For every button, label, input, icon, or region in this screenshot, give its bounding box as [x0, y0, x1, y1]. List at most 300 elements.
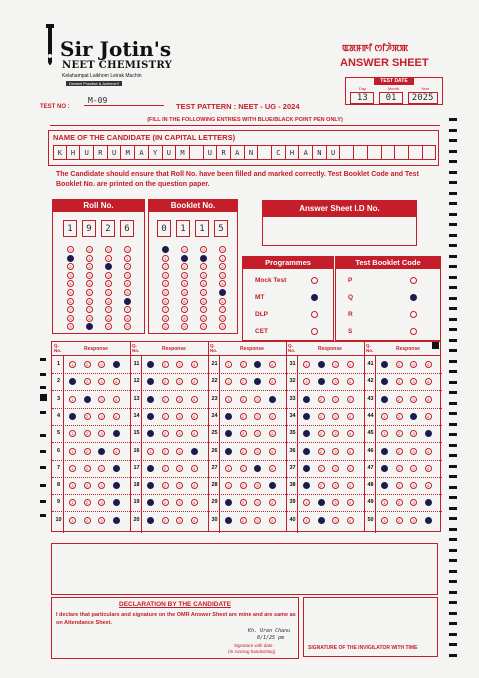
digit-bubble[interactable]: 2: [181, 263, 188, 270]
answer-bubble[interactable]: 2: [396, 448, 403, 455]
answer-bubble[interactable]: [225, 448, 232, 455]
answer-bubble[interactable]: 4: [347, 465, 354, 472]
digit-bubble[interactable]: [67, 255, 74, 262]
answer-bubble[interactable]: 3: [98, 499, 105, 506]
answer-bubble[interactable]: 2: [240, 430, 247, 437]
answer-bubble[interactable]: 2: [240, 482, 247, 489]
answer-bubble[interactable]: [113, 361, 120, 368]
answer-bubble[interactable]: 1: [225, 378, 232, 385]
digit-bubble[interactable]: 0: [219, 246, 226, 253]
digit-bubble[interactable]: 4: [162, 280, 169, 287]
answer-bubble[interactable]: 3: [98, 430, 105, 437]
answer-bubble[interactable]: 4: [191, 413, 198, 420]
answer-bubble[interactable]: [147, 430, 154, 437]
answer-bubble[interactable]: 4: [113, 413, 120, 420]
digit-bubble[interactable]: 6: [181, 298, 188, 305]
digit-bubble[interactable]: 6: [105, 298, 112, 305]
digit-bubble[interactable]: 4: [86, 280, 93, 287]
answer-bubble[interactable]: 2: [396, 413, 403, 420]
name-letter-box[interactable]: U: [327, 145, 341, 160]
answer-bubble[interactable]: 4: [191, 430, 198, 437]
answer-bubble[interactable]: [113, 517, 120, 524]
answer-bubble[interactable]: 1: [381, 499, 388, 506]
answer-bubble[interactable]: 3: [410, 430, 417, 437]
answer-bubble[interactable]: [410, 413, 417, 420]
answer-bubble[interactable]: 3: [410, 396, 417, 403]
answer-bubble[interactable]: [225, 430, 232, 437]
answer-bubble[interactable]: [269, 396, 276, 403]
date-year[interactable]: 2025: [408, 92, 438, 104]
digit-bubble[interactable]: 5: [200, 289, 207, 296]
answer-bubble[interactable]: 2: [396, 361, 403, 368]
digit-bubble[interactable]: 2: [200, 263, 207, 270]
answer-bubble[interactable]: 4: [347, 499, 354, 506]
digit-bubble[interactable]: 0: [105, 246, 112, 253]
digit-bubble[interactable]: 5: [105, 289, 112, 296]
booklet_code-option-bubble[interactable]: [410, 311, 417, 318]
answer-bubble[interactable]: 1: [225, 396, 232, 403]
answer-bubble[interactable]: 3: [98, 413, 105, 420]
digit-bubble[interactable]: 4: [105, 280, 112, 287]
answer-bubble[interactable]: 2: [84, 499, 91, 506]
digit-bubble[interactable]: 2: [124, 263, 131, 270]
answer-bubble[interactable]: 2: [162, 396, 169, 403]
answer-bubble[interactable]: 1: [69, 361, 76, 368]
answer-bubble[interactable]: 2: [318, 413, 325, 420]
digit-bubble[interactable]: 8: [219, 315, 226, 322]
name-letter-box[interactable]: C: [272, 145, 286, 160]
answer-bubble[interactable]: 3: [332, 413, 339, 420]
answer-bubble[interactable]: [147, 465, 154, 472]
answer-bubble[interactable]: 2: [240, 396, 247, 403]
digit-bubble[interactable]: 1: [219, 255, 226, 262]
answer-bubble[interactable]: 2: [162, 361, 169, 368]
answer-bubble[interactable]: 2: [396, 430, 403, 437]
test-no-value[interactable]: M-09: [84, 96, 164, 106]
answer-bubble[interactable]: [318, 499, 325, 506]
answer-bubble[interactable]: 3: [98, 378, 105, 385]
digit-bubble[interactable]: 7: [181, 306, 188, 313]
name-letter-box[interactable]: [423, 145, 437, 160]
answer-bubble[interactable]: 3: [254, 499, 261, 506]
name-letter-box[interactable]: M: [121, 145, 135, 160]
answer-bubble[interactable]: 4: [269, 517, 276, 524]
answer-bubble[interactable]: [303, 448, 310, 455]
answer-bubble[interactable]: 4: [425, 378, 432, 385]
digit-bubble[interactable]: 5: [181, 289, 188, 296]
roll-no-digit[interactable]: 6: [120, 220, 134, 237]
programmes-option-bubble[interactable]: [311, 294, 318, 301]
answer-bubble[interactable]: 4: [347, 517, 354, 524]
answer-bubble[interactable]: [147, 361, 154, 368]
answer-bubble[interactable]: 2: [84, 413, 91, 420]
digit-bubble[interactable]: 0: [67, 246, 74, 253]
answer-bubble[interactable]: [254, 361, 261, 368]
name-letter-box[interactable]: [382, 145, 396, 160]
answer-bubble[interactable]: 1: [225, 361, 232, 368]
answer-bubble[interactable]: 3: [410, 378, 417, 385]
answer-bubble[interactable]: 3: [98, 517, 105, 524]
digit-bubble[interactable]: 8: [200, 315, 207, 322]
name-letter-box[interactable]: N: [313, 145, 327, 160]
answer-bubble[interactable]: [318, 361, 325, 368]
answer-bubble[interactable]: 2: [240, 465, 247, 472]
digit-bubble[interactable]: 9: [200, 323, 207, 330]
booklet-no-digit[interactable]: 5: [214, 220, 228, 237]
answer-bubble[interactable]: 3: [98, 361, 105, 368]
answer-bubble[interactable]: 2: [318, 430, 325, 437]
answer-bubble[interactable]: 3: [176, 448, 183, 455]
answer-bubble[interactable]: 1: [69, 482, 76, 489]
digit-bubble[interactable]: [86, 323, 93, 330]
answer-bubble[interactable]: [318, 378, 325, 385]
answer-bubble[interactable]: 4: [347, 378, 354, 385]
answer-bubble[interactable]: 3: [410, 465, 417, 472]
name-letter-box[interactable]: [190, 145, 204, 160]
answer-bubble[interactable]: [147, 378, 154, 385]
answer-bubble[interactable]: 2: [162, 517, 169, 524]
answer-bubble[interactable]: [113, 482, 120, 489]
answer-bubble[interactable]: [318, 517, 325, 524]
answer-bubble[interactable]: [381, 361, 388, 368]
answer-bubble[interactable]: 4: [191, 465, 198, 472]
answer-bubble[interactable]: 4: [425, 396, 432, 403]
answer-bubble[interactable]: 2: [396, 378, 403, 385]
digit-bubble[interactable]: 8: [67, 315, 74, 322]
answer-bubble[interactable]: 4: [425, 482, 432, 489]
booklet_code-option-bubble[interactable]: [410, 277, 417, 284]
digit-bubble[interactable]: 9: [162, 323, 169, 330]
answer-bubble[interactable]: 4: [347, 448, 354, 455]
digit-bubble[interactable]: 3: [162, 272, 169, 279]
answer-bubble[interactable]: 3: [254, 413, 261, 420]
candidate-signature[interactable]: Kh. Uran Chanu: [248, 628, 291, 634]
digit-bubble[interactable]: 8: [162, 315, 169, 322]
answer-bubble[interactable]: 2: [162, 465, 169, 472]
answer-bubble[interactable]: [303, 430, 310, 437]
programmes-option-bubble[interactable]: [311, 311, 318, 318]
answer-bubble[interactable]: 1: [381, 413, 388, 420]
name-letter-box[interactable]: H: [67, 145, 81, 160]
digit-bubble[interactable]: 2: [67, 263, 74, 270]
answer-bubble[interactable]: [69, 378, 76, 385]
answer-bubble[interactable]: 3: [254, 482, 261, 489]
answer-bubble[interactable]: 3: [332, 517, 339, 524]
digit-bubble[interactable]: 0: [200, 246, 207, 253]
name-letter-box[interactable]: R: [94, 145, 108, 160]
booklet-no-digit[interactable]: 0: [157, 220, 171, 237]
answer-bubble[interactable]: 4: [425, 465, 432, 472]
digit-bubble[interactable]: 6: [67, 298, 74, 305]
answer-bubble[interactable]: 3: [332, 361, 339, 368]
answer-bubble[interactable]: 4: [113, 396, 120, 403]
digit-bubble[interactable]: 0: [124, 246, 131, 253]
digit-bubble[interactable]: [105, 263, 112, 270]
answer-bubble[interactable]: 4: [425, 413, 432, 420]
answer-bubble[interactable]: [303, 482, 310, 489]
answer-bubble[interactable]: 4: [347, 396, 354, 403]
answer-bubble[interactable]: [191, 448, 198, 455]
digit-bubble[interactable]: 5: [124, 289, 131, 296]
answer-bubble[interactable]: [147, 413, 154, 420]
answer-bubble[interactable]: 3: [98, 396, 105, 403]
name-letter-box[interactable]: U: [204, 145, 218, 160]
answer-bubble[interactable]: 2: [240, 448, 247, 455]
answer-bubble[interactable]: 3: [332, 465, 339, 472]
digit-bubble[interactable]: 5: [162, 289, 169, 296]
name-letter-box[interactable]: U: [108, 145, 122, 160]
answer-bubble[interactable]: 3: [332, 396, 339, 403]
answer-bubble[interactable]: 1: [381, 430, 388, 437]
answer-bubble[interactable]: 1: [381, 517, 388, 524]
answer-bubble[interactable]: 1: [225, 465, 232, 472]
answer-bubble[interactable]: 4: [269, 413, 276, 420]
name-letter-box[interactable]: [340, 145, 354, 160]
answer-bubble[interactable]: 1: [69, 517, 76, 524]
answer-bubble[interactable]: 3: [176, 499, 183, 506]
answer-bubble[interactable]: 4: [191, 361, 198, 368]
digit-bubble[interactable]: 3: [219, 272, 226, 279]
roll-no-digit[interactable]: 1: [63, 220, 77, 237]
answer-bubble[interactable]: 3: [176, 361, 183, 368]
answer-bubble[interactable]: 2: [318, 465, 325, 472]
answer-bubble[interactable]: 2: [162, 448, 169, 455]
answer-bubble[interactable]: 1: [69, 448, 76, 455]
answer-bubble[interactable]: 3: [176, 378, 183, 385]
name-letter-box[interactable]: K: [53, 145, 67, 160]
answer-bubble[interactable]: [254, 378, 261, 385]
candidate-name-boxes[interactable]: [53, 145, 437, 161]
digit-bubble[interactable]: 9: [181, 323, 188, 330]
digit-bubble[interactable]: [181, 255, 188, 262]
answer-bubble[interactable]: [69, 413, 76, 420]
answer-bubble[interactable]: 2: [396, 499, 403, 506]
roll-no-digit[interactable]: 2: [101, 220, 115, 237]
answer-bubble[interactable]: 4: [269, 465, 276, 472]
answer-bubble[interactable]: 4: [191, 396, 198, 403]
digit-bubble[interactable]: 4: [124, 280, 131, 287]
answer-bubble[interactable]: [425, 430, 432, 437]
answer-bubble[interactable]: [225, 499, 232, 506]
digit-bubble[interactable]: 0: [181, 246, 188, 253]
answer-bubble[interactable]: 4: [347, 413, 354, 420]
answer-bubble[interactable]: 2: [162, 430, 169, 437]
answer-bubble[interactable]: 3: [254, 517, 261, 524]
digit-bubble[interactable]: 6: [162, 298, 169, 305]
digit-bubble[interactable]: 8: [86, 315, 93, 322]
answer-bubble[interactable]: [147, 499, 154, 506]
digit-bubble[interactable]: 4: [200, 280, 207, 287]
digit-bubble[interactable]: 4: [219, 280, 226, 287]
digit-bubble[interactable]: 3: [124, 272, 131, 279]
roll-no-digit[interactable]: 9: [82, 220, 96, 237]
digit-bubble[interactable]: 7: [105, 306, 112, 313]
answer-bubble[interactable]: 2: [240, 517, 247, 524]
answer-bubble[interactable]: 1: [69, 396, 76, 403]
answer-bubble[interactable]: [254, 465, 261, 472]
answer-bubble[interactable]: 2: [84, 361, 91, 368]
answer-bubble[interactable]: [381, 378, 388, 385]
answer-bubble[interactable]: [269, 482, 276, 489]
answer-bubble[interactable]: [147, 396, 154, 403]
digit-bubble[interactable]: 8: [105, 315, 112, 322]
answer-bubble[interactable]: 4: [113, 378, 120, 385]
digit-bubble[interactable]: 7: [219, 306, 226, 313]
answer-bubble[interactable]: 2: [162, 378, 169, 385]
answer-bubble[interactable]: 1: [303, 378, 310, 385]
name-letter-box[interactable]: A: [135, 145, 149, 160]
digit-bubble[interactable]: [162, 246, 169, 253]
answer-bubble[interactable]: 4: [269, 448, 276, 455]
answer-bubble[interactable]: 4: [347, 430, 354, 437]
answer-bubble[interactable]: 2: [240, 361, 247, 368]
digit-bubble[interactable]: 4: [181, 280, 188, 287]
answer-bubble[interactable]: [381, 465, 388, 472]
answer-bubble[interactable]: 3: [254, 448, 261, 455]
programmes-option-bubble[interactable]: [311, 277, 318, 284]
digit-bubble[interactable]: [219, 289, 226, 296]
digit-bubble[interactable]: 7: [124, 306, 131, 313]
answer-bubble[interactable]: 4: [269, 499, 276, 506]
answer-bubble[interactable]: [98, 448, 105, 455]
answer-bubble[interactable]: 3: [410, 499, 417, 506]
answer-bubble[interactable]: [147, 517, 154, 524]
digit-bubble[interactable]: 9: [105, 323, 112, 330]
digit-bubble[interactable]: 3: [105, 272, 112, 279]
name-letter-box[interactable]: [368, 145, 382, 160]
digit-bubble[interactable]: 1: [105, 255, 112, 262]
digit-bubble[interactable]: 2: [86, 263, 93, 270]
answer-bubble[interactable]: 1: [69, 465, 76, 472]
answer-bubble[interactable]: 2: [240, 499, 247, 506]
answer-bubble[interactable]: 3: [254, 396, 261, 403]
answer-bubble[interactable]: 1: [303, 517, 310, 524]
digit-bubble[interactable]: 3: [200, 272, 207, 279]
answer-bubble[interactable]: 4: [347, 361, 354, 368]
digit-bubble[interactable]: 3: [67, 272, 74, 279]
answer-bubble[interactable]: 1: [147, 448, 154, 455]
answer-bubble[interactable]: 4: [191, 482, 198, 489]
digit-bubble[interactable]: 8: [181, 315, 188, 322]
answer-bubble[interactable]: 3: [332, 378, 339, 385]
name-letter-box[interactable]: M: [176, 145, 190, 160]
digit-bubble[interactable]: 0: [86, 246, 93, 253]
answer-bubble[interactable]: 4: [113, 448, 120, 455]
answer-bubble[interactable]: [381, 448, 388, 455]
digit-bubble[interactable]: [200, 255, 207, 262]
answer-bubble[interactable]: 3: [176, 482, 183, 489]
digit-bubble[interactable]: 7: [200, 306, 207, 313]
answer-bubble[interactable]: 4: [269, 430, 276, 437]
answer-bubble[interactable]: 2: [240, 378, 247, 385]
digit-bubble[interactable]: 5: [67, 289, 74, 296]
digit-bubble[interactable]: 7: [86, 306, 93, 313]
name-letter-box[interactable]: [409, 145, 423, 160]
answer-bubble[interactable]: 3: [410, 482, 417, 489]
name-letter-box[interactable]: [354, 145, 368, 160]
digit-bubble[interactable]: 2: [162, 263, 169, 270]
answer-bubble[interactable]: 3: [410, 361, 417, 368]
answer-bubble[interactable]: 3: [332, 499, 339, 506]
name-letter-box[interactable]: A: [231, 145, 245, 160]
answer-bubble[interactable]: [303, 413, 310, 420]
answer-bubble[interactable]: 2: [84, 465, 91, 472]
digit-bubble[interactable]: 1: [162, 255, 169, 262]
name-letter-box[interactable]: U: [80, 145, 94, 160]
programmes-option-bubble[interactable]: [311, 328, 318, 335]
answer-bubble[interactable]: [381, 482, 388, 489]
digit-bubble[interactable]: 6: [219, 298, 226, 305]
answer-bubble[interactable]: 3: [98, 465, 105, 472]
date-day[interactable]: 13: [350, 92, 374, 104]
answer-bubble[interactable]: 2: [318, 448, 325, 455]
digit-bubble[interactable]: 2: [219, 263, 226, 270]
answer-bubble[interactable]: 2: [84, 517, 91, 524]
answer-bubble[interactable]: 2: [396, 517, 403, 524]
answer-bubble[interactable]: 3: [176, 517, 183, 524]
answer-bubble[interactable]: [381, 396, 388, 403]
digit-bubble[interactable]: 1: [124, 255, 131, 262]
name-letter-box[interactable]: [395, 145, 409, 160]
digit-bubble[interactable]: [124, 298, 131, 305]
answer-bubble[interactable]: 4: [425, 448, 432, 455]
answer-bubble[interactable]: 2: [84, 378, 91, 385]
answer-bubble[interactable]: 3: [176, 413, 183, 420]
answer-bubble[interactable]: 1: [303, 361, 310, 368]
answer-bubble[interactable]: 4: [347, 482, 354, 489]
answer-bubble[interactable]: 2: [162, 482, 169, 489]
digit-bubble[interactable]: 9: [124, 323, 131, 330]
digit-bubble[interactable]: 5: [86, 289, 93, 296]
answer-bubble[interactable]: 2: [318, 482, 325, 489]
name-letter-box[interactable]: H: [286, 145, 300, 160]
answer-bubble[interactable]: 3: [332, 482, 339, 489]
answer-bubble[interactable]: 3: [176, 465, 183, 472]
answer-bubble[interactable]: 3: [332, 430, 339, 437]
answer-bubble[interactable]: 2: [162, 413, 169, 420]
answer-bubble[interactable]: 1: [225, 482, 232, 489]
digit-bubble[interactable]: 7: [67, 306, 74, 313]
answer-bubble[interactable]: 4: [191, 517, 198, 524]
answer-bubble[interactable]: 4: [191, 378, 198, 385]
answer-bubble[interactable]: [303, 465, 310, 472]
name-letter-box[interactable]: Y: [149, 145, 163, 160]
answer-bubble[interactable]: 2: [84, 448, 91, 455]
answer-bubble[interactable]: 2: [396, 465, 403, 472]
answer-bubble[interactable]: 2: [84, 482, 91, 489]
answer-bubble[interactable]: 3: [410, 517, 417, 524]
digit-bubble[interactable]: 9: [67, 323, 74, 330]
digit-bubble[interactable]: 3: [181, 272, 188, 279]
answer-bubble[interactable]: [113, 465, 120, 472]
name-letter-box[interactable]: R: [217, 145, 231, 160]
answer-bubble[interactable]: 2: [162, 499, 169, 506]
answer-bubble[interactable]: 1: [303, 499, 310, 506]
answer-bubble[interactable]: [147, 482, 154, 489]
booklet_code-option-bubble[interactable]: [410, 294, 417, 301]
name-letter-box[interactable]: [258, 145, 272, 160]
answer-bubble[interactable]: 2: [396, 482, 403, 489]
answer-bubble[interactable]: 2: [240, 413, 247, 420]
answer-bubble[interactable]: [84, 396, 91, 403]
answer-bubble[interactable]: 3: [332, 448, 339, 455]
name-letter-box[interactable]: U: [163, 145, 177, 160]
answer-bubble[interactable]: [113, 499, 120, 506]
answer-bubble[interactable]: 4: [425, 361, 432, 368]
answer-bubble[interactable]: 3: [98, 482, 105, 489]
answer-bubble[interactable]: [425, 499, 432, 506]
answer-bubble[interactable]: [225, 517, 232, 524]
